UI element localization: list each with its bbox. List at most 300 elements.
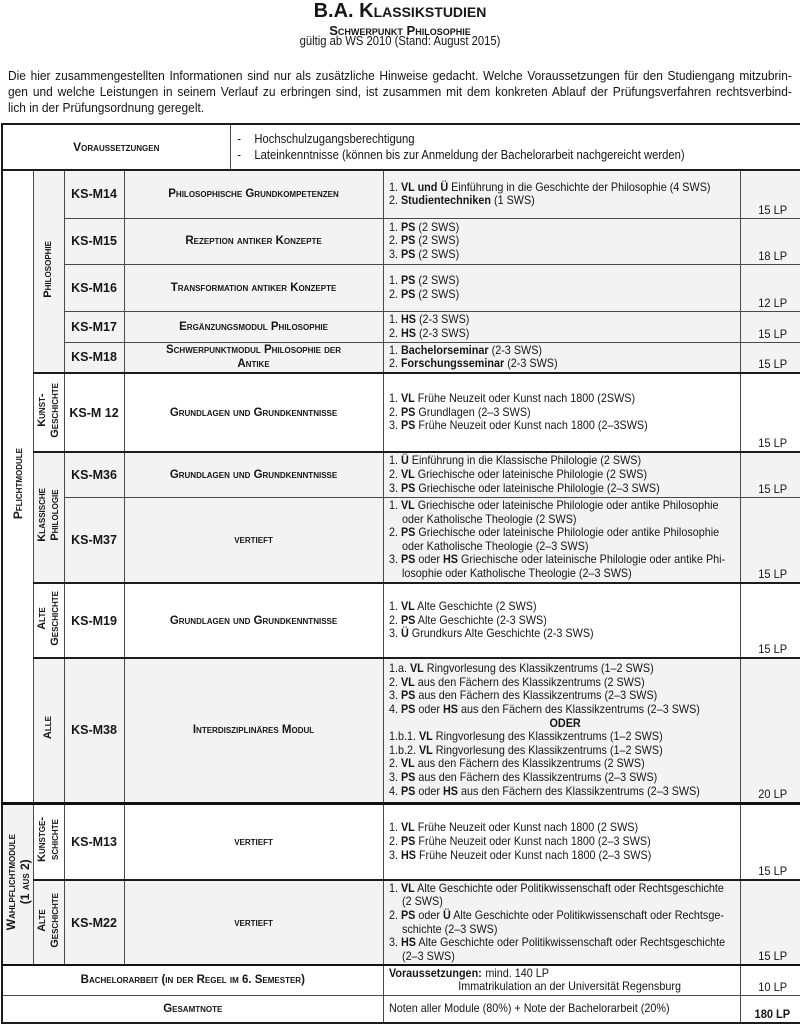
- subject-cell: [33, 803, 64, 880]
- module-title-cell: [124, 218, 383, 264]
- course-line: [388, 344, 740, 358]
- module-code: KS-M18: [64, 342, 124, 373]
- requirements-heading: Voraussetzungen:: [388, 965, 482, 980]
- module-title-cell: [124, 373, 383, 452]
- course-list-cell: [383, 264, 740, 311]
- course-item: [388, 313, 740, 327]
- credits-cell: [740, 170, 800, 218]
- module-group-label-line: Pflichtmodule: [10, 448, 25, 520]
- module-title: vertieft: [234, 533, 273, 546]
- page-subtitle: Schwerpunkt Philosophie: [329, 23, 471, 38]
- course-text: Alte Geschichte oder Politikwissenschaft oder Rechtsgeschichte: [414, 880, 724, 895]
- course-line: [388, 406, 740, 420]
- course-text: Frühe Neuzeit oder Kunst nach 1800 (2–3 SWS): [414, 833, 651, 848]
- course-text: 2.: [388, 674, 401, 689]
- prerequisites-list: [231, 131, 800, 163]
- module-title: vertieft: [234, 916, 273, 929]
- course-item: [388, 499, 740, 526]
- module-title: Grundlagen und Grundkenntnisse: [169, 406, 338, 419]
- course-type: VL: [418, 742, 433, 757]
- course-item: [388, 468, 740, 482]
- module-code: KS-M16: [64, 264, 124, 311]
- course-list-cell: [383, 373, 740, 452]
- course-text: (2-3 SWS): [415, 325, 469, 340]
- course-type: PS: [400, 480, 415, 495]
- course-text: oder Katholische Theologie (2 SWS): [401, 511, 577, 526]
- course-type: VL: [400, 820, 415, 835]
- course-text: 1.: [388, 272, 401, 287]
- course-text: Frühe Neuzeit oder Kunst nach 1800 (2 SWS): [414, 820, 638, 835]
- course-type: PS: [400, 404, 415, 419]
- course-list-cell: [383, 218, 740, 264]
- course-type: HS: [400, 935, 416, 950]
- thesis-credits-cell: [740, 965, 800, 995]
- prerequisites-section: [2, 124, 800, 170]
- module-code: KS-M38: [64, 658, 124, 803]
- course-item: [388, 248, 740, 262]
- modules-section: [2, 170, 800, 965]
- course-type: PS: [400, 612, 415, 627]
- course-text: Ringvorlesung des Klassikzentrums (1–2 SWS): [423, 661, 654, 676]
- course-line: [388, 357, 740, 371]
- intro-paragraph: [8, 68, 792, 116]
- course-item: [388, 181, 740, 195]
- total-credits: 180 LP: [754, 1007, 791, 1021]
- module-group-cell: [2, 803, 33, 965]
- course-line: [388, 313, 740, 327]
- course-type: VL und Ü: [400, 179, 448, 194]
- course-line: [388, 288, 740, 302]
- course-line: [388, 221, 740, 235]
- credits-cell: [740, 658, 800, 803]
- module-title: Grundlagen und Grundkenntnisse: [169, 468, 338, 481]
- course-text: 2.: [388, 356, 401, 371]
- module-title: Rezeption antiker Konzepte: [185, 235, 322, 247]
- course-type: HS: [400, 325, 416, 340]
- subject-label-line: Alte: [35, 908, 48, 932]
- bullet-dash-icon: -: [236, 132, 241, 146]
- course-text: 2.: [388, 325, 401, 340]
- credits-cell: [740, 218, 800, 264]
- subject-label: [36, 591, 62, 646]
- module-title-cell: [124, 264, 383, 311]
- requirements-enrollment: Immatrikulation an der Universität Regensburg: [457, 979, 681, 994]
- course-line: [388, 392, 740, 406]
- course-list: [384, 344, 741, 371]
- module-title: Schwerpunktmodul Philosophie der: [165, 344, 342, 357]
- module-code: KS-M22: [64, 880, 124, 965]
- subject-label-line: Kunst-: [35, 393, 48, 427]
- final-grade-label: Gesamtnote: [2, 995, 383, 1023]
- course-text: 1.: [388, 342, 401, 357]
- credits-cell: [740, 880, 800, 965]
- course-line: [388, 785, 740, 799]
- credits: 15 LP: [757, 642, 787, 656]
- credits-cell: [740, 497, 800, 583]
- course-item: [388, 744, 740, 758]
- subject-label: [42, 716, 55, 739]
- course-item: [388, 234, 740, 248]
- subject-label-line: Philologie: [48, 489, 61, 541]
- course-text: (1 SWS): [490, 193, 535, 208]
- subject-label-line: Geschichte: [48, 892, 61, 948]
- credits-cell: [740, 373, 800, 452]
- course-line: [388, 676, 740, 690]
- course-item: [388, 526, 740, 553]
- course-type: PS: [400, 246, 415, 261]
- module-code: KS-M 12: [64, 373, 124, 452]
- course-line: [388, 513, 740, 527]
- course-text: (2–3 SWS): [401, 948, 455, 963]
- module-row: [2, 311, 800, 342]
- course-type: PS: [400, 286, 415, 301]
- subject-label-line: Klassische: [35, 488, 48, 542]
- course-line: [388, 936, 740, 950]
- thesis-requirements: [384, 967, 741, 994]
- credits-cell: [740, 264, 800, 311]
- course-text: 3.: [388, 480, 401, 495]
- course-text: 2.: [388, 833, 401, 848]
- course-text: aus den Fächern des Klassikzentrums (2 SWS): [414, 756, 645, 771]
- credits: 15 LP: [757, 567, 787, 581]
- module-title-cell: [124, 880, 383, 965]
- subject-cell: [33, 880, 64, 965]
- module-row: [2, 880, 800, 965]
- course-text: aus den Fächern des Klassikzentrums (2 SWS): [414, 674, 645, 689]
- course-item: [388, 909, 740, 936]
- course-list: [384, 600, 741, 641]
- course-item: [388, 221, 740, 235]
- credits: 15 LP: [757, 202, 787, 217]
- course-list: [384, 392, 741, 433]
- course-line: [388, 771, 740, 785]
- course-text: oder: [414, 783, 443, 798]
- course-type: Bachelorseminar: [400, 342, 489, 357]
- module-row: [2, 218, 800, 264]
- module-code: KS-M37: [64, 497, 124, 583]
- course-text: Ringvorlesung des Klassikzentrums (1–2 SWS): [432, 729, 663, 744]
- course-list: [384, 821, 741, 862]
- course-type: Ü: [400, 453, 409, 468]
- course-text: 1.b.2.: [388, 742, 419, 757]
- prerequisites-list-cell: [230, 124, 800, 170]
- course-type: VL: [400, 674, 415, 689]
- module-row: [2, 373, 800, 452]
- course-list: [384, 313, 741, 340]
- thesis-label: Bachelorarbeit (in der Regel im 6. Semester): [2, 965, 383, 995]
- course-type: VL: [400, 497, 415, 512]
- course-line: [388, 627, 740, 641]
- course-line: [388, 274, 740, 288]
- subject-label-line: schichte: [48, 818, 61, 860]
- course-line: [388, 835, 740, 849]
- course-text: (2-3 SWS): [415, 311, 469, 326]
- course-text: Griechische oder lateinische Philologie (2–3 SWS): [414, 480, 660, 495]
- course-text: Grundlagen (2–3 SWS): [414, 404, 531, 419]
- study-plan-table: [1, 123, 800, 1024]
- module-group-label: [4, 834, 32, 930]
- course-item: [388, 771, 740, 785]
- module-title-cell: [124, 583, 383, 658]
- course-item: [388, 344, 740, 358]
- module-title: Transformation antiker Konzepte: [170, 281, 337, 294]
- module-code: KS-M36: [64, 452, 124, 497]
- subject-label: [36, 817, 62, 862]
- course-line: [388, 923, 740, 937]
- separator-text: ODER: [549, 715, 581, 730]
- subject-label-line: Alte: [35, 606, 48, 630]
- course-type: PS: [400, 688, 415, 703]
- requirements-line: [388, 980, 740, 994]
- course-text: 1.: [388, 391, 401, 406]
- total-credits-cell: [740, 995, 800, 1023]
- course-line: [388, 689, 740, 703]
- final-grade-formula-wrap: [384, 1002, 741, 1016]
- module-row: [2, 803, 800, 880]
- prerequisites-label: Voraussetzungen: [2, 124, 230, 170]
- credits-cell: [740, 583, 800, 658]
- course-item: [388, 194, 740, 208]
- course-item: [388, 482, 740, 496]
- course-type: VL: [400, 599, 415, 614]
- course-type: PS: [400, 552, 415, 567]
- course-text: 4.: [388, 783, 401, 798]
- summary-section: [2, 965, 800, 1023]
- course-text: Griechische oder lateinische Philologie oder antike Philosophie: [414, 497, 719, 512]
- course-line: [388, 567, 740, 581]
- course-item: [388, 327, 740, 341]
- module-title-cell: [124, 311, 383, 342]
- course-list: [384, 181, 741, 208]
- subject-label-line: Geschichte: [48, 382, 61, 438]
- course-type: PS: [400, 702, 415, 717]
- course-text: Einführung in die Klassische Philologie (2 SWS): [408, 453, 641, 468]
- bullet-dash-icon: -: [236, 148, 241, 162]
- course-text: 3.: [388, 688, 401, 703]
- course-list-cell: [383, 803, 740, 880]
- module-title: Antike: [237, 358, 270, 371]
- course-text: Alte Geschichte (2 SWS): [414, 599, 537, 614]
- course-list: [384, 454, 741, 495]
- course-line: [388, 482, 740, 496]
- intro-line: gen und welche Leistungen in seinem Verlauf zu erbringen sind, ist zusammen mit dem konkreten Ablauf der Prüfungsverfahren rechtsverbind-: [8, 84, 792, 99]
- course-line: [388, 454, 740, 468]
- course-text: oder: [414, 907, 443, 922]
- course-list: [384, 221, 741, 262]
- course-line: [388, 882, 740, 896]
- course-type: HS: [442, 552, 458, 567]
- credits: 15 LP: [757, 357, 787, 371]
- course-type: Ü: [442, 907, 451, 922]
- course-text: Einführung in die Geschichte der Philosophie (4 SWS): [447, 179, 711, 194]
- course-text: (2 SWS): [414, 286, 459, 301]
- module-group-label-line: (1 aus 2): [17, 859, 32, 905]
- course-line: [388, 526, 740, 540]
- course-line: [388, 248, 740, 262]
- course-text: 1.: [388, 820, 401, 835]
- course-text: losophie oder Katholische Theologie (2–3 SWS): [401, 565, 632, 580]
- course-item: [388, 882, 740, 909]
- subject-cell: [33, 452, 64, 583]
- course-item: [388, 288, 740, 302]
- course-line: [388, 181, 740, 195]
- course-item: [388, 627, 740, 641]
- course-list-cell: [383, 311, 740, 342]
- module-code: KS-M13: [64, 803, 124, 880]
- subject-cell: [33, 373, 64, 452]
- module-title-cell: [124, 342, 383, 373]
- module-group-cell: [2, 170, 33, 803]
- final-grade-row: [2, 995, 800, 1023]
- module-code: KS-M14: [64, 170, 124, 218]
- course-text: 3.: [388, 626, 401, 641]
- course-item: [388, 662, 740, 676]
- course-list-cell: [383, 342, 740, 373]
- course-line: [388, 234, 740, 248]
- credits: 15 LP: [757, 864, 787, 878]
- course-item: [388, 419, 740, 433]
- course-item: [388, 676, 740, 690]
- course-type: PS: [400, 833, 415, 848]
- module-group-label: [11, 448, 25, 519]
- course-text: Frühe Neuzeit oder Kunst nach 1800 (2SWS): [414, 391, 635, 406]
- prerequisite-item: [237, 131, 800, 147]
- course-line: [388, 744, 740, 758]
- final-grade-formula: Noten aller Module (80%) + Note der Bachelorarbeit (20%): [388, 1000, 670, 1015]
- course-item: [388, 703, 740, 717]
- course-line: [388, 468, 740, 482]
- requirements-credits: mind. 140 LP: [484, 965, 549, 980]
- course-item: [388, 849, 740, 863]
- course-text: 1.: [388, 497, 401, 512]
- course-item: [388, 406, 740, 420]
- course-type: Forschungsseminar: [400, 356, 504, 371]
- course-item: [388, 821, 740, 835]
- prerequisites-row: [2, 124, 800, 170]
- intro-line: Die hier zusammengestellten Informationen sind nur als zusätzliche Hinweise gedacht. Welche Voraussetzungen für den Studiengang mitzubrin-: [8, 68, 792, 83]
- course-text: Griechische oder lateinische Philologie oder antike Phi-: [457, 552, 725, 567]
- module-title-cell: [124, 803, 383, 880]
- subject-label: [36, 383, 62, 438]
- course-item: [388, 936, 740, 963]
- subject-label: [36, 893, 62, 948]
- course-text: 2.: [388, 525, 401, 540]
- course-text: (2 SWS): [414, 233, 459, 248]
- course-type: PS: [400, 907, 415, 922]
- course-item: [388, 600, 740, 614]
- module-title: Interdisziplinäres Modul: [192, 724, 315, 737]
- course-item: [388, 553, 740, 580]
- course-list-cell: [383, 170, 740, 218]
- course-text: 1.: [388, 219, 401, 234]
- prerequisite-text: Lateinkenntnisse (können bis zur Anmeldung der Bachelorarbeit nachgereicht werden): [253, 148, 685, 162]
- course-item: [388, 757, 740, 771]
- course-line: [388, 553, 740, 567]
- course-item: [388, 357, 740, 371]
- course-text: 3.: [388, 935, 401, 950]
- module-row: [2, 170, 800, 218]
- course-text: 2.: [388, 404, 401, 419]
- intro-line: lich in der Prüfungsordnung geregelt.: [8, 100, 205, 115]
- course-text: Frühe Neuzeit oder Kunst nach 1800 (2–3 SWS): [415, 847, 651, 862]
- module-title-cell: [124, 170, 383, 218]
- subject-cell: [33, 170, 64, 373]
- course-text: (2 SWS): [414, 246, 459, 261]
- module-title: vertieft: [234, 835, 273, 848]
- course-type: HS: [400, 311, 416, 326]
- module-code: KS-M15: [64, 218, 124, 264]
- course-line: [388, 540, 740, 554]
- course-text: Alte Geschichte (2-3 SWS): [414, 612, 547, 627]
- course-text: Alte Geschichte oder Politikwissenschaft oder Rechtsgeschichte: [415, 935, 725, 950]
- course-list-cell: [383, 583, 740, 658]
- module-title-cell: [124, 497, 383, 583]
- prerequisite-text: Hochschulzugangsberechtigung: [253, 132, 415, 146]
- course-text: aus den Fächern des Klassikzentrums (2–3 SWS): [414, 770, 657, 785]
- course-type: PS: [400, 783, 415, 798]
- course-text: 3.: [388, 418, 401, 433]
- course-type: Ü: [400, 626, 409, 641]
- module-row: [2, 583, 800, 658]
- course-type: HS: [400, 847, 416, 862]
- validity-note: gültig ab WS 2010 (Stand: August 2015): [299, 34, 501, 48]
- credits: 15 LP: [757, 481, 787, 496]
- subject-label-line: Kunstge-: [35, 816, 48, 862]
- course-item: [388, 689, 740, 703]
- course-list: [384, 274, 741, 301]
- course-type: PS: [400, 418, 415, 433]
- course-text: (2 SWS): [414, 219, 459, 234]
- course-text: schichte (2–3 SWS): [401, 921, 497, 936]
- course-text: aus den Fächern des Klassikzentrums (2–3 SWS): [457, 783, 700, 798]
- module-row: [2, 452, 800, 497]
- course-type: PS: [400, 219, 415, 234]
- credits-cell: [740, 452, 800, 497]
- course-text: oder Katholische Theologie (2–3 SWS): [401, 538, 589, 553]
- course-line: [388, 849, 740, 863]
- course-line: [388, 909, 740, 923]
- module-code: KS-M17: [64, 311, 124, 342]
- course-line: [388, 600, 740, 614]
- requirements-line: [388, 967, 740, 981]
- module-row: [2, 658, 800, 803]
- course-list-cell: [383, 880, 740, 965]
- course-text: 1.: [388, 599, 401, 614]
- page-title: B.A. Klassikstudien: [313, 0, 487, 22]
- credits-cell: [740, 803, 800, 880]
- course-line: [388, 327, 740, 341]
- course-text: 2.: [388, 193, 401, 208]
- thesis-row: [2, 965, 800, 995]
- module-title: Ergänzungsmodul Philosophie: [179, 320, 328, 333]
- course-type: VL: [400, 391, 415, 406]
- course-list: [384, 882, 741, 964]
- course-line: [388, 662, 740, 676]
- course-list-cell: [383, 497, 740, 583]
- course-text: 1.b.1.: [388, 729, 419, 744]
- credits-cell: [740, 311, 800, 342]
- course-item: [388, 785, 740, 799]
- credits: 18 LP: [757, 248, 787, 263]
- course-text: oder: [414, 702, 443, 717]
- course-text: Alte Geschichte oder Politikwissenschaft oder Rechtsge-: [450, 907, 724, 922]
- subject-cell: [33, 658, 64, 803]
- course-type: HS: [442, 702, 458, 717]
- course-type: PS: [400, 770, 415, 785]
- course-item: [388, 454, 740, 468]
- module-row: [2, 264, 800, 311]
- course-type: Studientechniken: [400, 193, 491, 208]
